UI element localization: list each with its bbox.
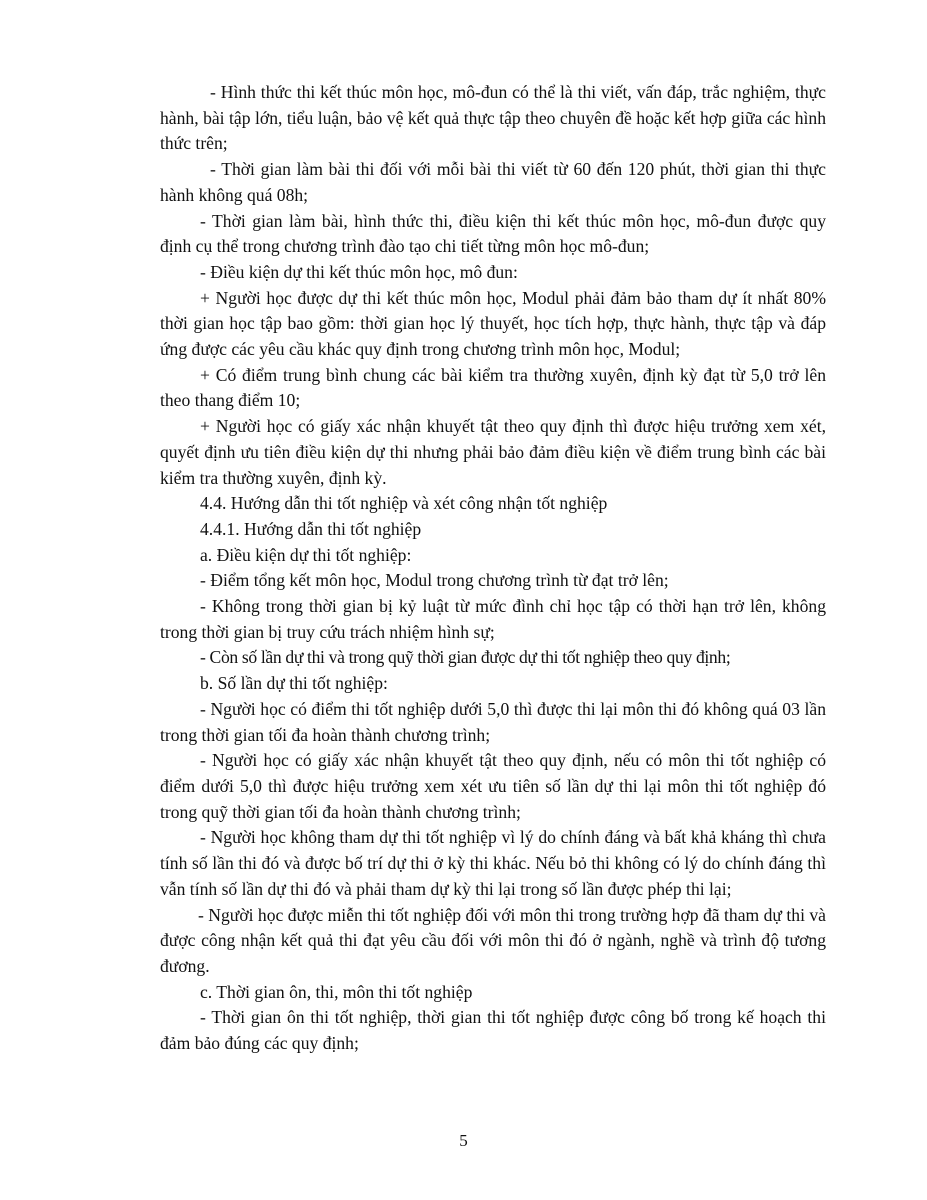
paragraph-exam-rules: - Thời gian làm bài, hình thức thi, điều kiện thi kết thúc môn học, mô-đun được quy định cụ thể trong chương trình đào tạo chi tiết từng môn học mô-đun;	[160, 210, 826, 257]
paragraph-exam-duration: - Thời gian làm bài thi đối với mỗi bài thi viết từ 60 đến 120 phút, thời gian thi thực hành không quá 08h;	[160, 159, 826, 205]
paragraph-disability-priority: + Người học có giấy xác nhận khuyết tật theo quy định thì được hiệu trưởng xem xét, quyết định ưu tiên điều kiện dự thi nhưng phải bảo đảm điều kiện về điểm trung bình các bài kiểm tra thường xuyên, định kỳ.	[160, 416, 826, 488]
paragraph-average-score: + Có điểm trung bình chung các bài kiểm tra thường xuyên, định kỳ đạt từ 5,0 trở lên theo thang điểm 10;	[160, 364, 826, 411]
paragraph-remaining-attempts: - Còn số lần dự thi và trong quỹ thời gian được dự thi tốt nghiệp theo quy định;	[200, 647, 731, 668]
paragraph-discipline: - Không trong thời gian bị kỷ luật từ mức đình chỉ học tập có thời hạn trở lên, không trong thời gian bị truy cứu trách nhiệm hình sự;	[160, 596, 826, 642]
paragraph-attendance-requirement: + Người học được dự thi kết thúc môn học, Modul phải đảm bảo tham dự ít nhất 80% thời gian học tập bao gồm: thời gian học lý thuyết, học tích hợp, thực hành, thực tập và đáp ứng được các yêu cầu khác quy định trong chương trình môn học, Modul;	[160, 287, 826, 360]
paragraph-exam-schedule: - Thời gian ôn thi tốt nghiệp, thời gian thi tốt nghiệp được công bố trong kế hoạch thi đảm bảo đúng các quy định;	[160, 1007, 826, 1054]
section-heading-4-4-1: 4.4.1. Hướng dẫn thi tốt nghiệp	[200, 518, 422, 539]
paragraph-exam-format: - Hình thức thi kết thúc môn học, mô-đun có thể là thi viết, vấn đáp, trắc nghiệm, thực hành, bài tập lớn, tiểu luận, bảo vệ kết quả thực tập theo chuyên đề hoặc kết hợp giữa các hình thức trên;	[160, 82, 826, 154]
document-page	[160, 80, 826, 1057]
paragraph-disability-retake: - Người học có giấy xác nhận khuyết tật theo quy định, nếu có môn thi tốt nghiệp có điểm dưới 5,0 thì được hiệu trưởng xem xét ưu tiên số lần dự thi lại môn thi tốt nghiệp đó trong quỹ thời gian tối đa hoàn thành chương trình;	[160, 750, 826, 822]
section-heading-4-4: 4.4. Hướng dẫn thi tốt nghiệp và xét công nhận tốt nghiệp	[200, 493, 608, 514]
paragraph-final-score: - Điểm tổng kết môn học, Modul trong chương trình từ đạt trở lên;	[200, 570, 669, 591]
paragraph-exam-conditions-heading: - Điều kiện dự thi kết thúc môn học, mô đun:	[200, 261, 518, 282]
paragraph-exemption: - Người học được miễn thi tốt nghiệp đối với môn thi trong trường hợp đã tham dự thi và được công nhận kết quả thi đạt yêu cầu đối với môn thi đó ở ngành, nghề và trình độ tương đương.	[160, 904, 826, 976]
paragraph-absence: - Người học không tham dự thi tốt nghiệp vì lý do chính đáng và bất khả kháng thì chưa tính số lần thi đó và được bố trí dự thi ở kỳ thi khác. Nếu bỏ thi không có lý do chính đáng thì vẫn tính số lần dự thi đó và phải tham dự kỳ thi lại trong số lần được phép thi lại;	[160, 827, 826, 899]
page-number: 5	[459, 1131, 468, 1150]
paragraph-retake-limit: - Người học có điểm thi tốt nghiệp dưới 5,0 thì được thi lại môn thi đó không quá 03 lần trong thời gian tối đa hoàn thành chương trình;	[160, 698, 826, 745]
subheading-b: b. Số lần dự thi tốt nghiệp:	[200, 673, 388, 694]
subheading-a: a. Điều kiện dự thi tốt nghiệp:	[200, 544, 412, 565]
subheading-c: c. Thời gian ôn, thi, môn thi tốt nghiệp	[200, 981, 473, 1002]
